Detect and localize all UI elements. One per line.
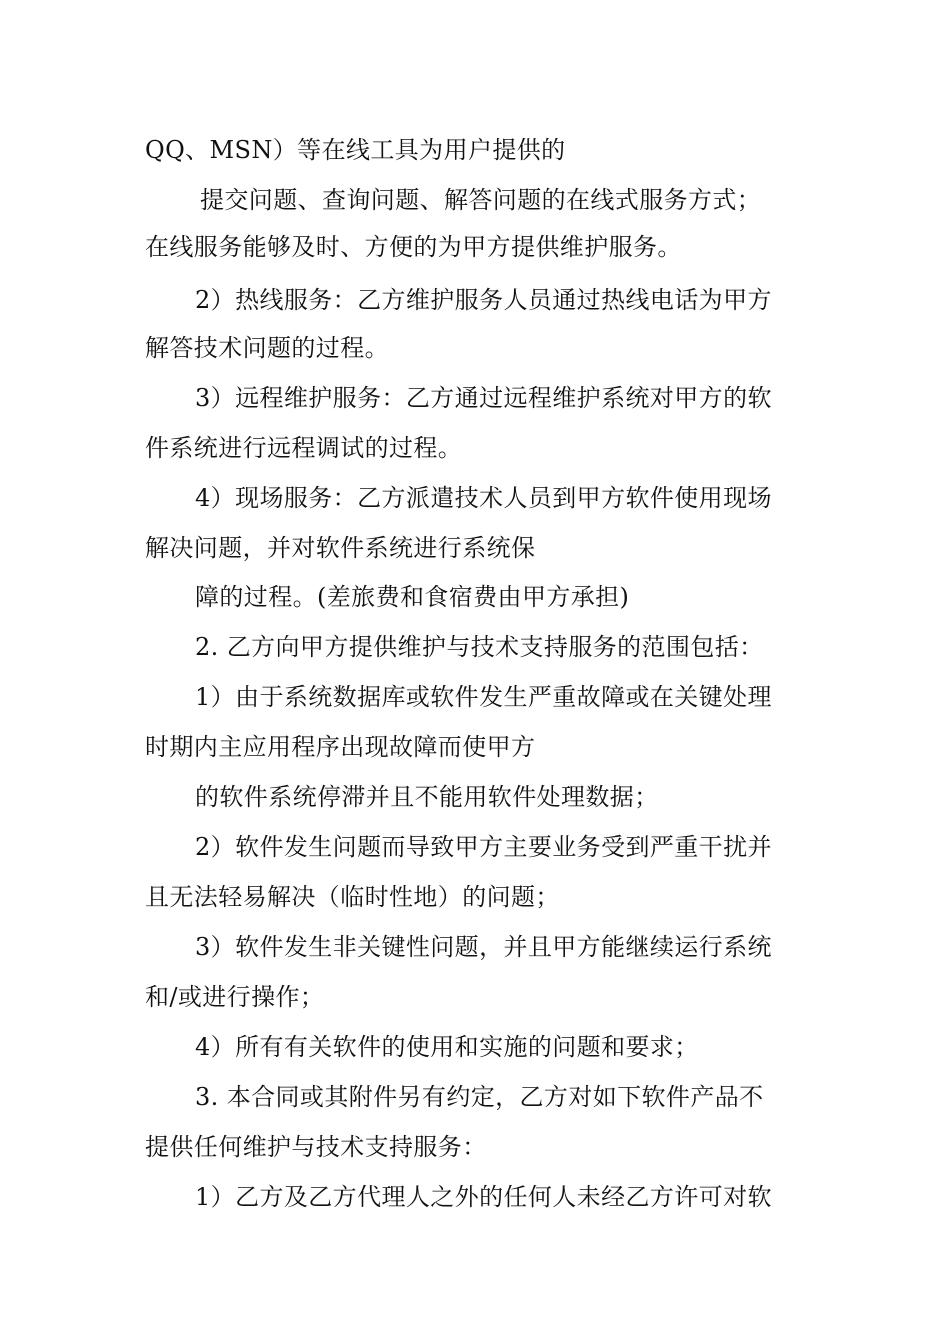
text-line-17: 3）软件发生非关键性问题，并且甲方能继续运行系统 (195, 933, 772, 961)
text-line-9: 解决问题，并对软件系统进行系统保 (145, 534, 536, 562)
text-line-11: 2. 乙方向甲方提供维护与技术支持服务的范围包括： (195, 633, 764, 661)
text-line-5: 解答技术问题的过程。 (145, 334, 389, 362)
text-line-3: 在线服务能够及时、方便的为甲方提供维护服务。 (145, 233, 682, 261)
text-line-1: QQ、MSN）等在线工具为用户提供的 (145, 136, 566, 164)
text-line-21: 提供任何维护与技术支持服务： (145, 1133, 487, 1161)
text-line-2: 提交问题、查询问题、解答问题的在线式服务方式； (200, 186, 762, 214)
text-line-6: 3）远程维护服务：乙方通过远程维护系统对甲方的软 (195, 384, 772, 412)
text-line-22: 1）乙方及乙方代理人之外的任何人未经乙方许可对软 (195, 1183, 772, 1211)
text-line-12: 1）由于系统数据库或软件发生严重故障或在关键处理 (195, 683, 772, 711)
text-line-15: 2）软件发生问题而导致甲方主要业务受到严重干扰并 (195, 833, 772, 861)
text-line-19: 4）所有有关软件的使用和实施的问题和要求； (195, 1033, 699, 1061)
text-line-14: 的软件系统停滞并且不能用软件处理数据； (195, 783, 659, 811)
text-line-20: 3. 本合同或其附件另有约定，乙方对如下软件产品不 (195, 1083, 764, 1111)
text-line-16: 且无法轻易解决（临时性地）的问题； (145, 883, 560, 911)
text-line-7: 件系统进行远程调试的过程。 (145, 434, 463, 462)
text-line-13: 时期内主应用程序出现故障而使甲方 (145, 733, 536, 761)
text-line-18: 和/或进行操作； (145, 983, 325, 1011)
text-line-10: 障的过程。(差旅费和食宿费由甲方承担) (195, 583, 630, 611)
text-line-4: 2）热线服务：乙方维护服务人员通过热线电话为甲方 (195, 286, 772, 314)
text-line-8: 4）现场服务：乙方派遣技术人员到甲方软件使用现场 (195, 484, 772, 512)
